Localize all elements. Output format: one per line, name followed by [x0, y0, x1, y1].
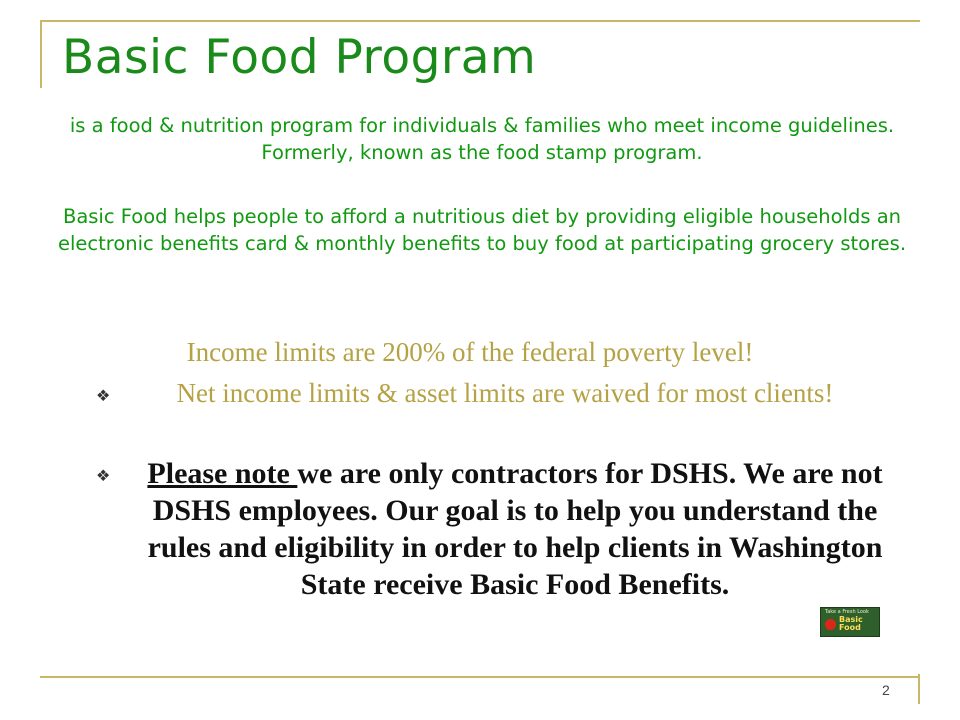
- bullet-item-note: [96, 455, 896, 603]
- note-text: we are only contractors for DSHS. We are not DSHS employees. Our goal is to help you understand the rules and eligibility in order to help clients in Washington State receive Basic Food Benefits.: [147, 457, 883, 601]
- benefits-description: Basic Food helps people to afford a nutritious diet by providing eligible households an electronic benefits card & monthly benefits to buy food at participating grocery stores.: [57, 205, 907, 255]
- logo-line-basic: Basic: [839, 615, 863, 624]
- frame-bottom-line: [40, 676, 920, 678]
- please-note-label: Please note: [147, 457, 298, 490]
- logo-tagline: Take a Fresh Look: [825, 609, 869, 615]
- logo-line-food: Food: [839, 623, 861, 632]
- apple-icon: [825, 619, 836, 630]
- basic-food-logo: [820, 607, 880, 637]
- frame-top-line: [40, 20, 920, 22]
- waiver-text: Net income limits & asset limits are waived for most clients!: [176, 378, 834, 408]
- diamond-bullet-icon: ❖: [96, 388, 111, 405]
- frame-right-line: [918, 674, 920, 704]
- slide-title: Basic Food Program: [62, 30, 537, 85]
- frame-left-line: [40, 20, 42, 88]
- logo-wordmark: [839, 616, 863, 632]
- note-paragraph: [96, 455, 896, 603]
- page-number: 2: [882, 682, 890, 698]
- income-limits-text: Income limits are 200% of the federal poverty level!: [186, 337, 754, 367]
- diamond-bullet-icon: ❖: [96, 468, 111, 485]
- bullet-item-waiver: [96, 377, 876, 409]
- program-description: is a food & nutrition program for individuals & families who meet income guidelines. Formerly, known as the food stamp program.: [69, 114, 895, 164]
